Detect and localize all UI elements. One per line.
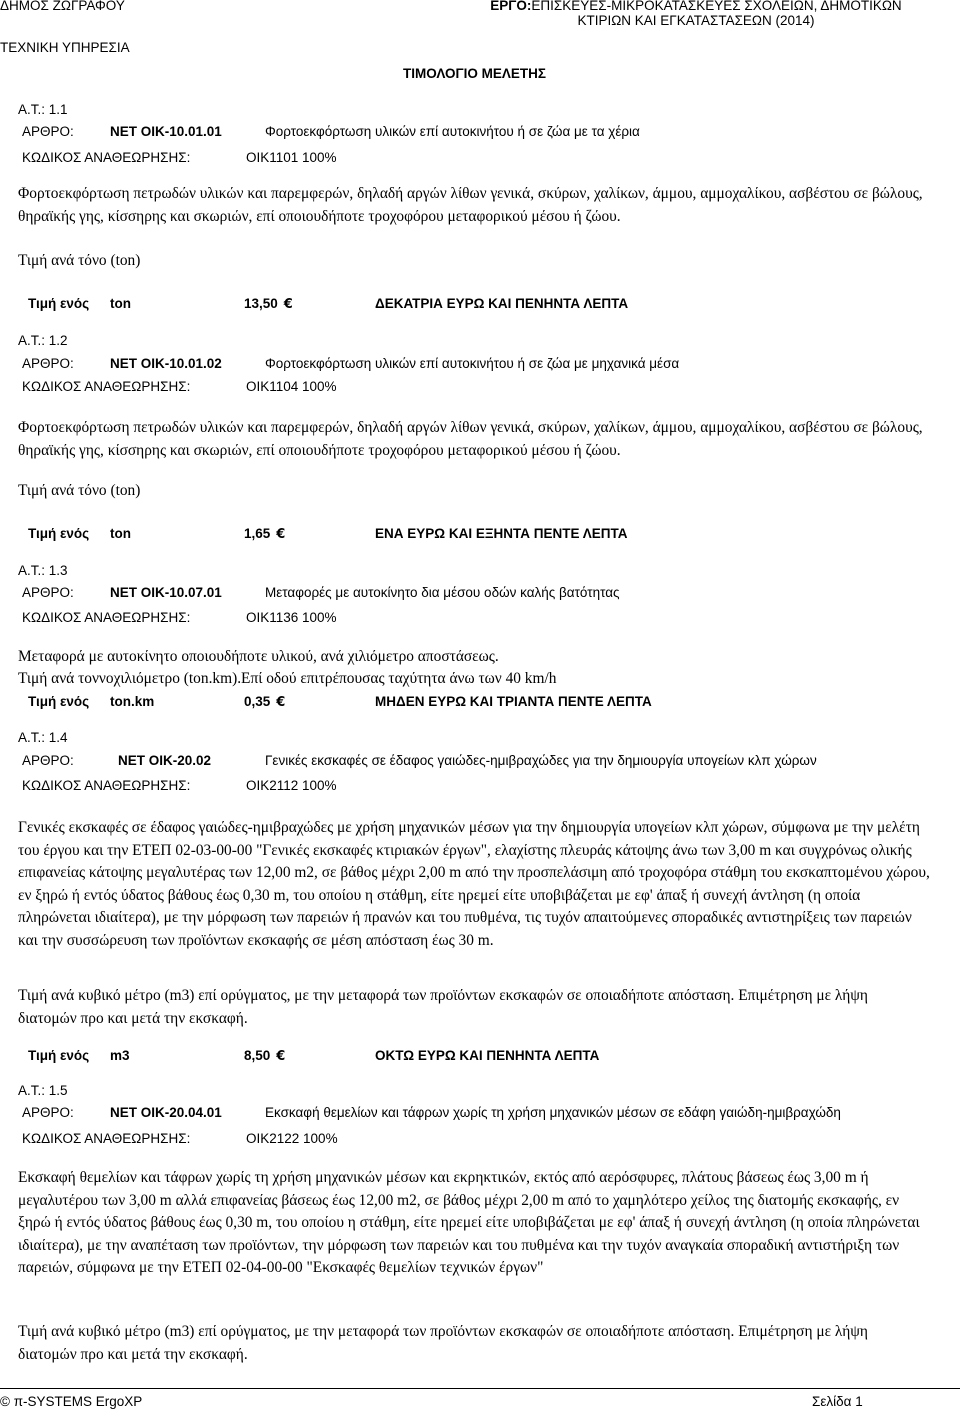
item-3-unit: ton.km: [110, 694, 155, 709]
item-3-price-label: Τιμή ενός: [28, 694, 90, 709]
footer-copyright: © π-SYSTEMS ErgoXP: [0, 1394, 143, 1409]
document-title: ΤΙΜΟΛΟΓΙΟ ΜΕΛΕΤΗΣ: [403, 66, 546, 81]
item-1-price-label: Τιμή ενός: [28, 296, 90, 311]
item-4-unit: m3: [110, 1048, 130, 1063]
item-5-title: Εκσκαφή θεμελίων και τάφρων χωρίς τη χρήση μηχανικών μέσων σε εδάφη γαιώδη-ημιβραχώδη: [265, 1105, 841, 1120]
item-2-price: 1,65 €: [244, 526, 286, 542]
item-3-at: Α.Τ.: 1.3: [18, 563, 68, 578]
item-1-code: ΝΕΤ ΟΙΚ-10.01.01: [110, 124, 222, 139]
item-3-price: 0,35 €: [244, 694, 286, 710]
item-2-unit-price-label: Τιμή ανά τόνο (ton): [18, 482, 141, 499]
item-2-code: ΝΕΤ ΟΙΚ-10.01.02: [110, 356, 222, 371]
item-4-price-label: Τιμή ενός: [28, 1048, 90, 1063]
item-2-price-label: Τιμή ενός: [28, 526, 90, 541]
item-5-unit-price-label: Τιμή ανά κυβικό μέτρο (m3) επί ορύγματος, με την μεταφορά των προϊόντων εκσκαφών σε οποιαδήποτε απόσταση. Επιμέτρηση με λήψη διατομών προ και μετά την εκσκαφή.: [18, 1323, 868, 1363]
item-2-price-words: ΕΝΑ ΕΥΡΩ ΚΑΙ ΕΞΗΝΤΑ ΠΕΝΤΕ ΛΕΠΤΑ: [375, 526, 628, 541]
item-1-title: Φορτοεκφόρτωση υλικών επί αυτοκινήτου ή σε ζώα με τα χέρια: [265, 124, 640, 139]
item-3-revision: ΟΙΚ1136 100%: [246, 610, 337, 625]
item-4-revision-label: ΚΩΔΙΚΟΣ ΑΝΑΘΕΩΡΗΣΗΣ:: [22, 778, 191, 793]
item-2-arthro-label: ΑΡΘΡΟ:: [22, 356, 74, 371]
item-2-title: Φορτοεκφόρτωση υλικών επί αυτοκινήτου ή σε ζώα με μηχανικά μέσα: [265, 356, 680, 371]
item-3-unit-price-label: Τιμή ανά τοννοχιλιόμετρο (ton.km).Επί οδού επιτρέπουσας ταχύτητα άνω των 40 km/h: [18, 670, 557, 687]
item-4-description: Γενικές εκσκαφές σε έδαφος γαιώδες-ημιβραχώδες με χρήση μηχανικών μέσων για την δημιουργία υπογείων κλπ χώρων, σύμφωνα με την μελέτη του έργου και την ΕΤΕΠ 02-03-00-00 "Γενικές εκσκαφές κτιριακών έργων", ελαχίστης πλευράς κάτοψης άνω των 3,00 m και συγχρόνως ολικής επιφανείας κάτοψης μεγαλυτέρας των 12,00 m2, σε βάθος μέχρι 2,00 m από την προσπελάσιμη από τροχοφόρα στάθμη του εκσκαπτομένου χώρου, εν ξηρώ ή εντός ύδατος βάθους έως 0,30 m, του οποίου η στάθμη, είτε ηρεμεί είτε υποβιβάζεται με εφ' άπαξ ή συνεχή άντληση (η οποία πληρώνεται ιδιαίτερα), με την μόρφωση των παρειών ή πρανών και του πυθμένα, τις τυχόν απαιτούμενες σποραδικές αντιστηρίξεις των παρειών και την συσσώρευση των προϊόντων εκσκαφής σε μέση απόσταση έως 30 m.: [18, 819, 930, 949]
item-4-arthro-label: ΑΡΘΡΟ:: [22, 753, 74, 768]
item-5-arthro-label: ΑΡΘΡΟ:: [22, 1105, 74, 1120]
item-1-unit-price-label: Τιμή ανά τόνο (ton): [18, 252, 141, 269]
item-5-code: ΝΕΤ ΟΙΚ-20.04.01: [110, 1105, 222, 1120]
footer-divider: [0, 1388, 960, 1389]
item-5-description: Εκσκαφή θεμελίων και τάφρων χωρίς τη χρήση μηχανικών μέσων και εκρηκτικών, εκτός από αερόσφυρες, πλάτους βάσεως έως 3,00 m ή μεγαλυτέρου των 3,00 m αλλά επιφανείας βάσεως έως 12,00 m2, σε βάθος μέχρι 2,00 m από το χαμηλότερο χείλος της διατομής εκσκαφής, εν ξηρώ ή εντός ύδατος βάθους έως 0,30 m, του οποίου η στάθμη, είτε ηρεμεί είτε υποβιβάζεται με εφ' άπαξ ή συνεχή άντληση (η οποία πληρώνεται ιδιαίτερα), με την αναπέταση των προϊόντων, την μόρφωση των παρειών και του πυθμένα και την τυχόν αναγκαία σποραδική αντιστήριξη των παρειών, σύμφωνα με την ΕΤΕΠ 02-04-00-00 "Εκσκαφές θεμελίων τεχνικών έργων": [18, 1169, 920, 1276]
item-3-description: Μεταφορά με αυτοκίνητο οποιουδήποτε υλικού, ανά χιλιόμετρο αποστάσεως.: [18, 648, 499, 665]
item-4-revision: ΟΙΚ2112 100%: [246, 778, 337, 793]
header-org: ΔΗΜΟΣ ΖΩΓΡΑΦΟΥ: [0, 0, 125, 13]
item-2-revision-label: ΚΩΔΙΚΟΣ ΑΝΑΘΕΩΡΗΣΗΣ:: [22, 379, 191, 394]
item-1-description: Φορτοεκφόρτωση πετρωδών υλικών και παρεμφερών, δηλαδή αργών λίθων γενικά, σκύρων, χαλίκων, άμμου, αμμοχαλίκου, ασβέστου σε βώλους, θηραϊκής γης, κίσσηρης και σκωριών, επί οποιουδήποτε τροχοφόρου μεταφορικού μέσου ή ζώου.: [18, 185, 923, 225]
item-2-description: Φορτοεκφόρτωση πετρωδών υλικών και παρεμφερών, δηλαδή αργών λίθων γενικά, σκύρων, χαλίκων, άμμου, αμμοχαλίκου, ασβέστου σε βώλους, θηραϊκής γης, κίσσηρης και σκωριών, επί οποιουδήποτε τροχοφόρου μεταφορικού μέσου ή ζώου.: [18, 419, 923, 459]
item-4-price: 8,50 €: [244, 1048, 286, 1064]
item-2-at: Α.Τ.: 1.2: [18, 333, 68, 348]
header-project-title-1: ΕΠΙΣΚΕΥΕΣ-ΜΙΚΡΟΚΑΤΑΣΚΕΥΕΣ ΣΧΟΛΕΙΩΝ, ΔΗΜΟΤΙΚΩΝ: [531, 0, 902, 13]
item-1-at: Α.Τ.: 1.1: [18, 102, 68, 117]
item-3-arthro-label: ΑΡΘΡΟ:: [22, 585, 74, 600]
item-4-title: Γενικές εκσκαφές σε έδαφος γαιώδες-ημιβραχώδες για την δημιουργία υπογείων κλπ χώρων: [265, 753, 817, 768]
header-dept: ΤΕΧΝΙΚΗ ΥΠΗΡΕΣΙΑ: [0, 40, 130, 55]
item-1-revision: ΟΙΚ1101 100%: [246, 150, 337, 165]
item-3-price-words: ΜΗΔΕΝ ΕΥΡΩ ΚΑΙ ΤΡΙΑΝΤΑ ΠΕΝΤΕ ΛΕΠΤΑ: [375, 694, 652, 709]
header-project-title-2: ΚΤΙΡΙΩΝ ΚΑΙ ΕΓΚΑΤΑΣΤΑΣΕΩΝ (2014): [577, 13, 815, 28]
item-1-arthro-label: ΑΡΘΡΟ:: [22, 124, 74, 139]
item-4-price-words: ΟΚΤΩ ΕΥΡΩ ΚΑΙ ΠΕΝΗΝΤΑ ΛΕΠΤΑ: [375, 1048, 600, 1063]
item-5-revision: ΟΙΚ2122 100%: [246, 1131, 338, 1146]
item-1-revision-label: ΚΩΔΙΚΟΣ ΑΝΑΘΕΩΡΗΣΗΣ:: [22, 150, 191, 165]
item-3-title: Μεταφορές με αυτοκίνητο δια μέσου οδών καλής βατότητας: [265, 585, 620, 600]
item-5-revision-label: ΚΩΔΙΚΟΣ ΑΝΑΘΕΩΡΗΣΗΣ:: [22, 1131, 191, 1146]
footer-page: Σελίδα 1: [812, 1394, 863, 1409]
item-3-revision-label: ΚΩΔΙΚΟΣ ΑΝΑΘΕΩΡΗΣΗΣ:: [22, 610, 191, 625]
header-project: [456, 0, 936, 28]
item-4-at: Α.Τ.: 1.4: [18, 730, 68, 745]
item-1-price-words: ΔΕΚΑΤΡΙΑ ΕΥΡΩ ΚΑΙ ΠΕΝΗΝΤΑ ΛΕΠΤΑ: [375, 296, 629, 311]
item-4-code: ΝΕΤ ΟΙΚ-20.02: [118, 753, 212, 768]
item-2-revision: ΟΙΚ1104 100%: [246, 379, 337, 394]
item-2-unit: ton: [110, 526, 131, 541]
item-1-price: 13,50 €: [244, 296, 293, 312]
item-4-unit-price-label: Τιμή ανά κυβικό μέτρο (m3) επί ορύγματος, με την μεταφορά των προϊόντων εκσκαφών σε οποιαδήποτε απόσταση. Επιμέτρηση με λήψη διατομών προ και μετά την εκσκαφή.: [18, 987, 868, 1027]
header-project-label: ΕΡΓΟ:: [490, 0, 532, 13]
item-3-code: ΝΕΤ ΟΙΚ-10.07.01: [110, 585, 222, 600]
item-5-at: Α.Τ.: 1.5: [18, 1083, 68, 1098]
item-1-unit: ton: [110, 296, 131, 311]
